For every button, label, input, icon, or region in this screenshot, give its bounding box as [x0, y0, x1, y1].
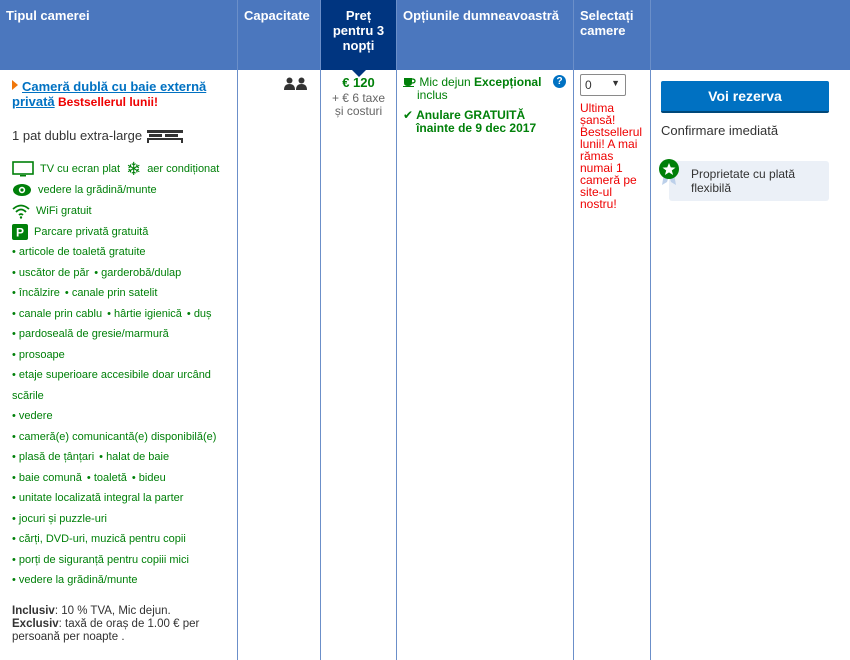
amenity-item: plasă de țânțari — [18, 451, 95, 463]
amenity-item: unitate localizată integral la parter — [18, 492, 184, 504]
bullet-dot-icon: • — [12, 533, 19, 545]
bed-info: 1 pat dublu extra-large — [12, 128, 232, 143]
eye-icon — [12, 183, 32, 197]
bullet-dot-icon: • — [12, 246, 19, 258]
amenity-line — [12, 447, 232, 468]
chevron-down-icon: ▼ — [611, 78, 620, 88]
header-capacity: Capacitate — [238, 0, 320, 70]
amenity-line — [12, 345, 232, 366]
price-taxes: + € 6 taxe și costuri — [331, 91, 386, 118]
amenity-line — [12, 386, 232, 407]
amenity-line — [12, 263, 232, 284]
amenity-item: hârtie igienică — [114, 307, 182, 320]
bullet-dot-icon: • — [86, 471, 94, 484]
amenity-item: canale prin satelit — [71, 287, 158, 299]
amenity-item: bideu — [138, 471, 166, 484]
options-cell — [397, 70, 573, 660]
star-badge-icon — [657, 158, 681, 189]
instant-confirmation: Confirmare imediată — [661, 123, 779, 138]
amenity-line — [12, 529, 232, 550]
bullet-dot-icon: • — [99, 451, 107, 463]
amenity-item: prosoape — [18, 348, 65, 361]
amenity-item: vedere — [18, 410, 53, 422]
amenity-line — [12, 570, 232, 591]
bullet-dot-icon: • — [94, 266, 102, 279]
amenity-item: porți de siguranță pentru copiii mici — [18, 553, 189, 566]
amenity-item: scările — [12, 389, 44, 402]
help-icon[interactable]: ? — [553, 75, 566, 88]
facility-wifi: WiFi gratuit — [12, 200, 232, 221]
bullet-dot-icon: • — [12, 410, 19, 422]
amenity-item: etaje superioare accesibile doar urcând — [18, 369, 211, 381]
amenity-item: articole de toaletă gratuite — [18, 246, 146, 258]
amenity-item: cărți, DVD-uri, muzică pentru copii — [18, 533, 186, 545]
amenity-item: cameră(e) comunicantă(e) disponibilă(e) — [18, 430, 217, 443]
bullet-dot-icon: • — [12, 328, 19, 340]
breakfast-option: Mic dejun Excepțional inclus — [403, 76, 553, 102]
amenity-line — [12, 242, 232, 263]
bullet-dot-icon: • — [131, 471, 139, 484]
amenity-item: duș — [193, 307, 212, 320]
bed-icon — [146, 129, 184, 143]
amenity-line — [12, 406, 232, 427]
amenity-line — [12, 283, 232, 304]
bullet-dot-icon: • — [12, 492, 19, 504]
amenity-item: baie comună — [18, 471, 82, 484]
header-options: Opțiunile dumneavoastră — [397, 0, 573, 70]
bullet-dot-icon: • — [186, 307, 194, 320]
amenity-item: canale prin cablu — [18, 307, 103, 320]
header-price: Preț pentru 3 nopți — [321, 0, 396, 70]
amenity-line — [12, 427, 232, 448]
bullet-dot-icon: • — [107, 307, 115, 320]
free-cancellation-option: ✔ Anulare GRATUITĂ înainte de 9 dec 2017 — [403, 108, 537, 135]
checkmark-icon: ✔ — [403, 108, 414, 122]
bullet-dot-icon: • — [12, 451, 19, 463]
amenity-item: halat de baie — [106, 451, 170, 463]
bullet-dot-icon: • — [12, 266, 19, 279]
header-room-type: Tipul camerei — [0, 0, 237, 70]
amenities-list — [12, 242, 232, 591]
amenity-line — [12, 468, 232, 489]
amenity-item: încălzire — [18, 287, 60, 299]
wifi-icon — [12, 203, 30, 219]
svg-text:P: P — [15, 225, 25, 239]
room-type-cell — [12, 70, 232, 660]
amenity-item: jocuri și puzzle-uri — [18, 512, 107, 525]
price-amount: € 120 — [342, 75, 375, 90]
amenity-item: vedere la grădină/munte — [18, 574, 138, 586]
amenity-line — [12, 324, 232, 345]
amenity-item: garderobă/dulap — [101, 266, 182, 279]
bullet-dot-icon: • — [12, 553, 19, 566]
bullet-dot-icon: • — [12, 348, 19, 361]
room-name-link[interactable]: Cameră dublă cu baie externă privată — [12, 79, 207, 109]
bullet-dot-icon: • — [12, 574, 19, 586]
price-cell — [321, 70, 396, 660]
occupancy-icon — [284, 77, 308, 94]
bestseller-label: Bestsellerul lunii! — [57, 95, 159, 109]
tv-icon — [12, 161, 34, 177]
parking-icon — [12, 224, 28, 240]
scarcity-message: Ultima șansă! Bestsellerul lunii! A mai rămas numai 1 cameră pe site-ul nostru! — [580, 101, 643, 211]
booking-cell — [651, 70, 850, 660]
facility-parking: P Parcare privată gratuită — [12, 221, 232, 242]
amenity-line — [12, 550, 232, 571]
header-select-rooms: Selectați camere — [574, 0, 650, 70]
bullet-dot-icon: • — [12, 430, 19, 443]
snowflake-icon: ❄ — [126, 159, 142, 179]
bullet-dot-icon: • — [64, 287, 72, 299]
amenity-line — [12, 488, 232, 509]
header-booking — [651, 0, 850, 70]
bullet-dot-icon: • — [12, 287, 19, 299]
amenity-line — [12, 365, 232, 386]
select-cell — [574, 70, 650, 660]
facility-view: vedere la grădină/munte — [12, 179, 232, 200]
reserve-button[interactable]: Voi rezerva — [661, 81, 829, 113]
room-bullet-icon — [12, 80, 18, 90]
bullet-dot-icon: • — [12, 307, 19, 320]
capacity-cell — [238, 70, 320, 660]
amenity-item: pardoseală de gresie/marmură — [18, 328, 169, 340]
facility-tv-ac: TV cu ecran plat ❄ aer condiționat — [12, 159, 232, 179]
bullet-dot-icon: • — [12, 512, 19, 525]
bullet-dot-icon: • — [12, 369, 19, 381]
bullet-dot-icon: • — [12, 471, 19, 484]
amenity-line — [12, 509, 232, 530]
coffee-cup-icon — [403, 76, 416, 87]
price-inclusions: Inclusiv: 10 % TVA, Mic dejun. Exclusiv: taxă de oraș de 1.00 € per persoană per noapte . — [12, 604, 200, 643]
amenity-item: uscător de păr — [18, 266, 90, 279]
room-quantity-select[interactable]: 0 ▼ — [580, 74, 626, 96]
flexible-payment-badge: Proprietate cu plată flexibilă — [669, 161, 829, 201]
amenity-item: toaletă — [93, 471, 127, 484]
amenity-line — [12, 304, 232, 325]
